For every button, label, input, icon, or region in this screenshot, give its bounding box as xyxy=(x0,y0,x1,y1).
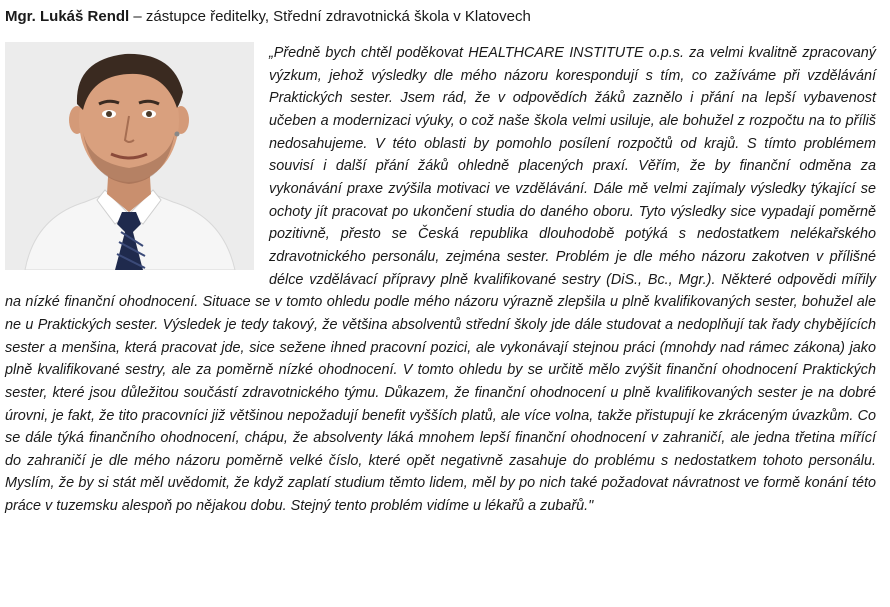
portrait-photo-icon xyxy=(5,42,254,270)
author-header xyxy=(5,7,885,27)
author-photo xyxy=(5,42,254,270)
author-name: Mgr. Lukáš Rendl xyxy=(5,8,130,25)
quote-text xyxy=(5,42,876,518)
author-role: – zástupce ředitelky, Střední zdravotnická škola v Klatovech xyxy=(129,8,531,25)
quote-body: „Předně bych chtěl poděkovat HEALTHCARE INSTITUTE o.p.s. za velmi kvalitně zpracovaný výzkum, jehož výsledky dle mého názoru korespondují s tím, co zažíváme při vzdělávání Praktických sester. Jsem rád, že v odpovědích žáků zaznělo i přání na lepší vybavenost učeben a modernizaci výuky, o což naše škola velmi usiluje, ale bohužel z rozpočtu na to příliš nedosahujeme. V této oblasti by pomohlo posílení rozpočtů od krajů. S tímto problémem souvisí i další přání žáků ohledně placených praxí. Věřím, že by finanční odměna za vykonávání praxe zvýšila motivaci ve vzdělávání. Dále mě velmi zajímaly výsledky týkající se ochoty jít pracovat po ukončení studia do daného oboru. Tyto výsledky sice vypadají poměrně pozitivně, přesto se Česká republika dlouhodobě potýká s nedostatkem nelékařského zdravotnického personálu, zejména sester. Problém je dle mého názoru zakotven v přílišné délce vzdělávací přípravy plně kvalifikované sestry (DiS., Bc., Mgr.). Některé odpovědi mířily na nízké finanční ohodnocení. Situace se v tomto ohledu podle mého názoru výrazně zlepšila u plně kvalifikovaných sester, bohužel ale ne u Praktických sester. Výsledek je tedy takový, že většina absolventů střední školy jde dále studovat a nedoplňují tak řady chybějících sester a menšina, která pracovat jde, sice sežene ihned pracovní pozici, ale vykonávají stejnou práci (mnohdy nad rámec zákona) jako plně kvalifikované sestry, ale za poměrně nízké ohodnocení. V tomto ohledu by se určitě mělo zvýšit finanční ohodnocení Praktických sester, které jsou důležitou součástí zdravotnického týmu. Důkazem, že finanční ohodnocení u plně kvalifikovaných sester je na dobré úrovni, je fakt, že tito pracovníci již většinou nepožadují benefit vyšších platů, ale více volna, takže přistupují ke zkráceným úvazkům. Co se dále týká finančního ohodnocení, chápu, že absolventy láká mnohem lepší finanční ohodnocení v zahraničí, ale jedna třetina mířící do zahraničí je dle mého názoru poměrně velké číslo, které opět negativně zasahuje do problému s nedostatkem tohoto personálu. Myslím, že by si stát měl uvědomit, že když zaplatí studium těmto lidem, měl by po nich také požadovat návratnost ve formě konání této práce v tuzemsku alespoň po nějakou dobu. Stejný tento problém vidíme u lékařů a zubařů." xyxy=(5,45,876,515)
